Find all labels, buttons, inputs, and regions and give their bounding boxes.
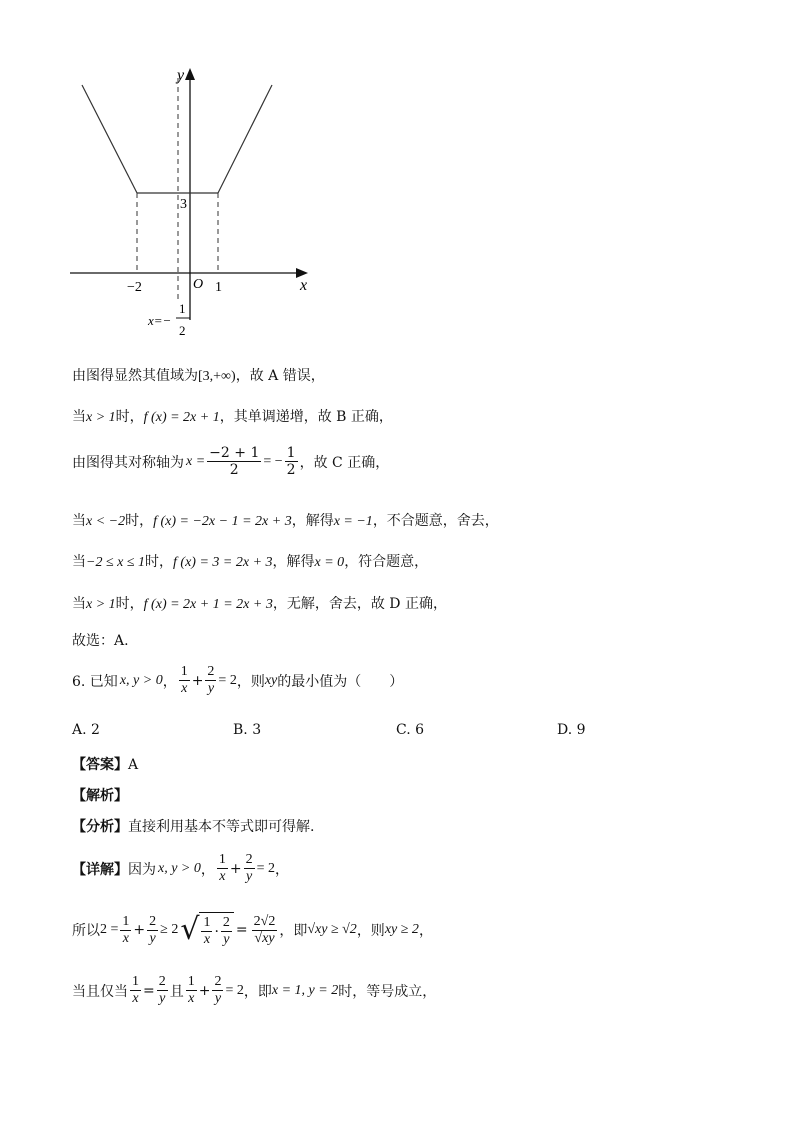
symmetry-label-den: 2	[179, 323, 186, 338]
text: +	[229, 860, 242, 877]
option-c[interactable]: C. 6	[396, 722, 425, 738]
denominator: x	[132, 991, 139, 1007]
line-choice: 故选：A.	[72, 633, 129, 649]
text: =	[143, 982, 155, 999]
option-a[interactable]: A. 2	[72, 722, 100, 738]
fraction	[147, 914, 158, 947]
detail-line	[72, 852, 289, 885]
line-symmetry	[72, 445, 389, 478]
numerator: 1	[217, 852, 228, 869]
text: ，	[200, 861, 215, 878]
text: ，不合题意，舍去，	[372, 513, 499, 529]
detail-label: 【详解】	[72, 861, 128, 878]
numerator: −2 + 1	[209, 445, 260, 461]
analysis-label: 【解析】	[72, 788, 128, 804]
math: −2 ≤ x ≤ 1	[86, 555, 146, 570]
math: x, y > 0	[158, 860, 201, 876]
y-axis-arrow	[185, 68, 195, 80]
line-monotone	[72, 406, 393, 426]
symmetry-label-prefix: x=−	[148, 313, 172, 328]
math: f (x) = 2x + 1 = 2x + 3	[143, 597, 273, 612]
text: 时，	[115, 596, 144, 612]
question-6	[72, 664, 403, 697]
fraction	[244, 852, 255, 885]
denominator: y	[159, 991, 166, 1007]
piecewise-graph	[60, 60, 320, 350]
text: 所以	[72, 923, 100, 940]
denominator: y	[223, 932, 230, 948]
x-axis-label: x	[300, 277, 308, 294]
text: ，无解，舍去，故 D 正确，	[272, 596, 447, 612]
denominator: x	[203, 932, 211, 948]
tick-neg2-label: −2	[127, 280, 142, 295]
math: = −	[263, 453, 283, 469]
text: 的最小值为（ ）	[277, 673, 404, 690]
math: = 2	[218, 672, 237, 688]
derivation-line	[72, 912, 433, 948]
fraction	[186, 974, 197, 1007]
denominator: y	[246, 869, 253, 885]
math: 2 =	[100, 922, 119, 938]
denominator: 2	[286, 462, 296, 479]
fraction	[179, 664, 190, 697]
text: +	[133, 922, 146, 939]
option-d[interactable]: D. 9	[557, 722, 586, 738]
fenxi-line	[72, 816, 314, 836]
interval: [3,+∞)	[198, 369, 236, 384]
fraction	[120, 914, 131, 947]
text: 时，	[125, 513, 154, 529]
numerator: 1	[201, 915, 212, 932]
math: xy	[264, 672, 278, 688]
text: 当	[72, 554, 86, 570]
numerator: 1	[130, 974, 141, 991]
numerator: 2	[205, 664, 216, 681]
line-case-1	[72, 510, 499, 530]
text: 因为	[128, 861, 156, 878]
denominator: y	[207, 681, 215, 697]
text: 当	[72, 409, 86, 425]
fraction	[157, 974, 168, 1007]
numerator: 1	[186, 974, 197, 991]
text: ，	[418, 923, 433, 940]
math: ≥ 2	[160, 922, 179, 938]
text: 时，等号成立，	[338, 983, 437, 1000]
text: +	[198, 982, 211, 999]
text: ，	[275, 861, 290, 878]
numerator: 1	[120, 914, 131, 931]
fraction	[205, 664, 216, 697]
math: = 2	[256, 860, 276, 876]
text: =	[235, 922, 248, 939]
text: 由图得显然其值域为	[72, 368, 198, 384]
fraction	[130, 974, 141, 1007]
math: f (x) = 2x + 1	[143, 410, 220, 425]
fraction	[221, 915, 232, 948]
math: f (x) = −2x − 1 = 2x + 3	[153, 514, 292, 529]
text: 由图得其对称轴为	[72, 454, 184, 471]
y-level-label: 3	[180, 197, 187, 212]
option-b[interactable]: B. 3	[233, 722, 262, 738]
denominator: x	[219, 869, 226, 885]
math: f (x) = 3 = 2x + 3	[173, 555, 273, 570]
fenxi-label: 【分析】	[72, 819, 128, 835]
line-case-2	[72, 551, 428, 571]
math: x > 1	[86, 410, 116, 425]
answer-line	[72, 754, 138, 774]
fraction	[285, 445, 298, 478]
text: 当	[72, 596, 86, 612]
question-prefix: 6. 已知	[72, 673, 118, 690]
math: x, y > 0	[119, 672, 163, 688]
text: ，则	[236, 673, 265, 690]
numerator: 1	[179, 664, 190, 681]
numerator: 2	[147, 914, 158, 931]
numerator: 2	[244, 852, 255, 869]
denominator: x	[181, 681, 188, 697]
text: 当	[72, 513, 86, 529]
text: ·	[214, 923, 219, 940]
text: ，其单调递增，故 B 正确，	[219, 409, 393, 425]
denominator: √xy	[254, 930, 275, 946]
text: ，解得	[272, 554, 315, 570]
fraction	[217, 852, 228, 885]
text: 时，	[145, 554, 174, 570]
left-ray	[82, 85, 137, 193]
fraction	[212, 974, 223, 1007]
denominator: y	[149, 930, 156, 946]
text: ，故 C 正确，	[299, 454, 390, 471]
fenxi-text: 直接利用基本不等式即可得解.	[128, 819, 315, 835]
symmetry-label-num: 1	[179, 301, 186, 316]
origin-label: O	[193, 277, 204, 292]
math: x < −2	[86, 514, 126, 529]
right-ray	[218, 85, 272, 193]
line-case-3	[72, 593, 447, 613]
fraction	[252, 914, 278, 947]
numerator: 2	[221, 915, 232, 932]
line-range	[72, 365, 325, 385]
fraction	[201, 915, 212, 948]
math: x > 1	[86, 597, 116, 612]
tick-1-label: 1	[215, 280, 222, 295]
math: x = −1	[333, 514, 373, 529]
math: x = 1, y = 2	[271, 982, 339, 998]
text: ，即	[243, 983, 272, 1000]
denominator: x	[122, 930, 130, 946]
text: ，符合题意，	[344, 554, 429, 570]
denominator: 2	[229, 462, 239, 479]
text: ，即	[279, 923, 308, 940]
answer-value: A	[128, 757, 139, 773]
math: x =	[186, 453, 206, 469]
numerator: 2	[212, 974, 223, 991]
math: x = 0	[314, 555, 345, 570]
answer-label: 【答案】	[72, 757, 128, 773]
math: xy ≥ 2	[384, 922, 419, 938]
denominator: x	[188, 991, 195, 1007]
numerator: 2	[157, 974, 168, 991]
numerator: 1	[286, 445, 296, 461]
text: ，	[162, 673, 177, 690]
denominator: y	[214, 991, 222, 1007]
text: ，故 A 错误，	[235, 368, 325, 384]
text: ，则	[356, 923, 385, 940]
equality-line	[72, 974, 436, 1007]
text: 时，	[115, 409, 144, 425]
fraction	[207, 445, 261, 478]
math: √xy ≥ √2	[307, 922, 357, 938]
numerator: 2√2	[252, 914, 278, 931]
radical: √ $\frac{1}{x}$ · $\frac{2}{y}$	[180, 912, 234, 948]
text: 且	[169, 983, 184, 1000]
text: 当且仅当	[72, 983, 128, 1000]
y-axis-label: y	[177, 67, 185, 84]
math: = 2	[225, 982, 244, 998]
text: +	[191, 672, 204, 689]
text: ，解得	[291, 513, 334, 529]
